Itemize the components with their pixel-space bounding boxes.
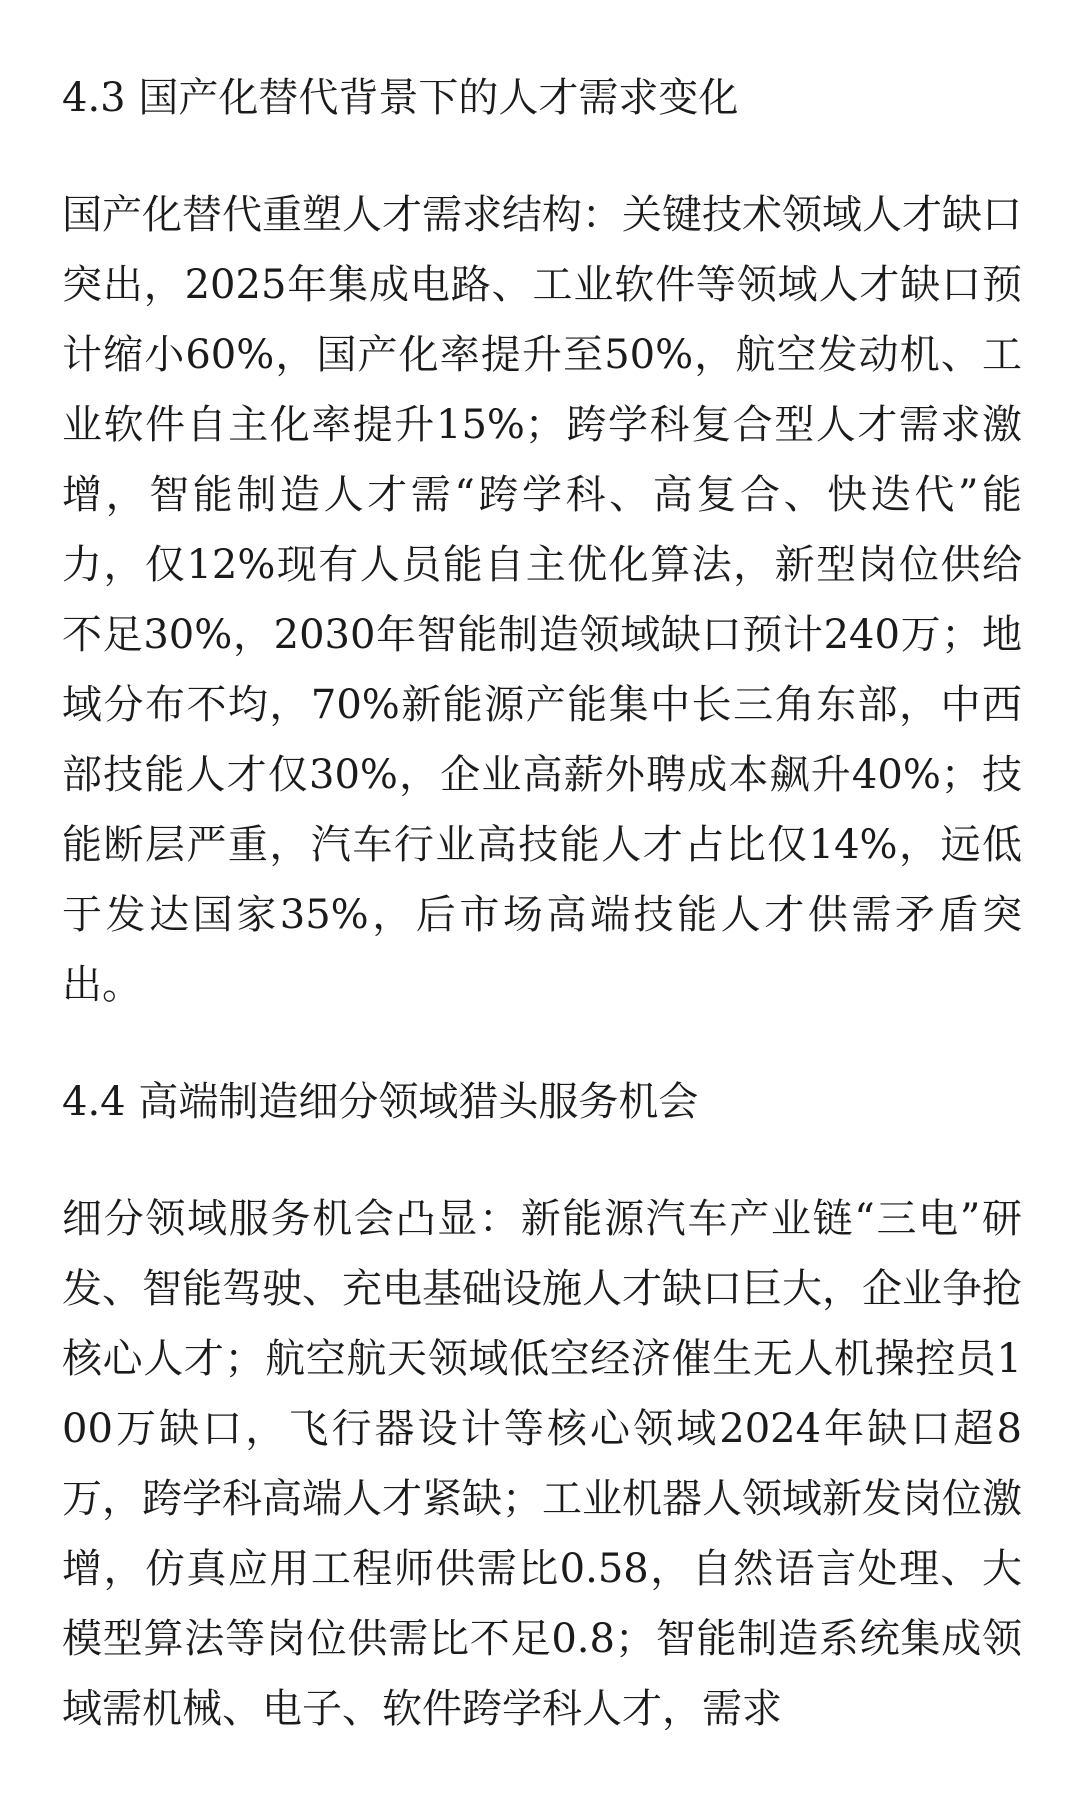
section-paragraph: 国产化替代重塑人才需求结构：关键技术领域人才缺口突出，2025年集成电路、工业软件等领域人才缺口预计缩小60%，国产化率提升至50%，航空发动机、工业软件自主化率提升15%；跨学科复合型人才需求激增，智能制造人才需“跨学科、高复合、快迭代”能力，仅12%现有人员能自主优化算法，新型岗位供给不足30%，2030年智能制造领域缺口预计240万；地域分布不均，70%新能源产能集中长三角东部，中西部技能人才仅30%，企业高薪外聘成本飙升40%；技能断层严重，汽车行业高技能人才占比仅14%，远低于发达国家35%，后市场高端技能人才供需矛盾突出。 [62, 192, 1022, 1008]
section-4-3 [62, 62, 1022, 1020]
section-heading: 4.4 高端制造细分领域猎头服务机会 [62, 1079, 699, 1125]
section-paragraph: 细分领域服务机会凸显：新能源汽车产业链“三电”研发、智能驾驶、充电基础设施人才缺口巨大，企业争抢核心人才；航空航天领域低空经济催生无人机操控员100万缺口，飞行器设计等核心领域2024年缺口超8万，跨学科高端人才紧缺；工业机器人领域新发岗位激增，仿真应用工程师供需比0.58，自然语言处理、大模型算法等岗位供需比不足0.8；智能制造系统集成领域需机械、电子、软件跨学科人才，需求 [62, 1196, 1022, 1732]
section-4-4 [62, 1066, 1022, 1744]
section-heading: 4.3 国产化替代背景下的人才需求变化 [62, 75, 739, 121]
document-page [62, 62, 1022, 1744]
